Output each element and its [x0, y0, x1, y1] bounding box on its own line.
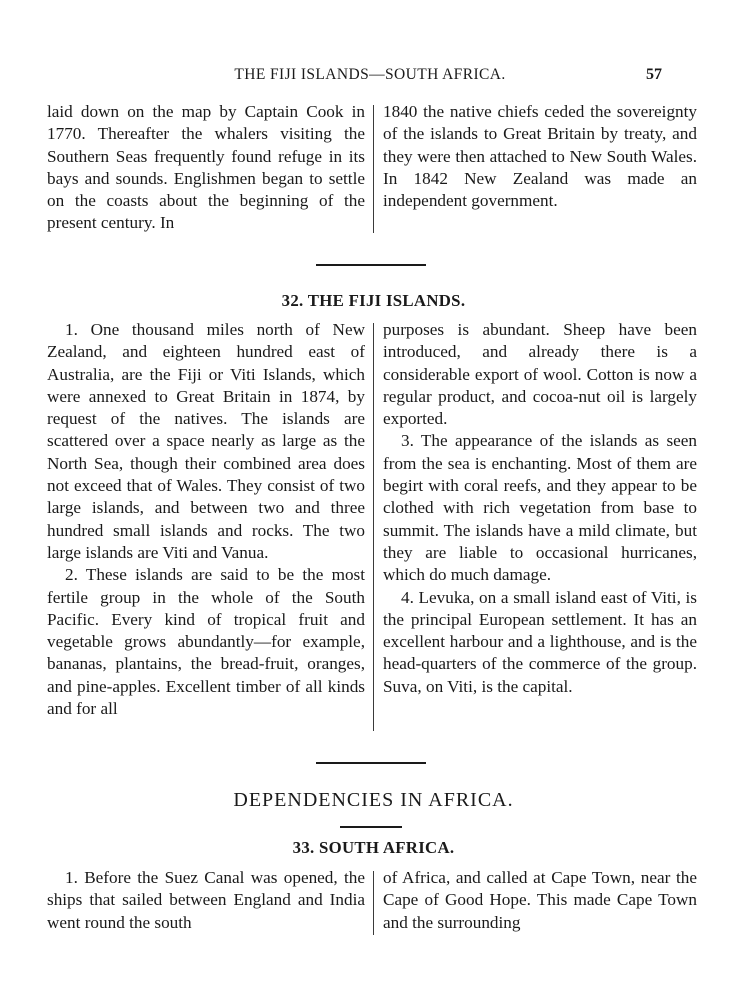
paragraph: 1. Before the Suez Canal was opened, the ships that sailed between England and India went round the south [47, 868, 365, 932]
africa-columns [0, 867, 747, 947]
intro-left-text: laid down on the map by Captain Cook in 1770. Thereafter the whalers visiting the Southern Seas frequently found refuge in its bays and sounds. Englishmen began to settle on the coasts about the beginning of the present century. In [47, 102, 365, 233]
paragraph: 2. These islands are said to be the most fertile group in the whole of the South Pacific. Every kind of tropical fruit and vegetable grows abundantly—for example, bananas, plantains, the bread-fruit, oranges, and pine-apples. Excellent timber of all kinds and for all [47, 565, 365, 719]
intro-columns [0, 101, 747, 241]
fiji-columns [0, 319, 747, 739]
section-rule [316, 264, 426, 266]
fiji-right-column [383, 319, 697, 698]
short-rule [340, 826, 402, 828]
column-divider [373, 105, 374, 233]
africa-right-column [383, 867, 697, 934]
fiji-left-column [47, 319, 365, 720]
intro-right-column [383, 101, 697, 212]
part-title: DEPENDENCIES IN AFRICA. [233, 789, 514, 811]
intro-right-text: 1840 the native chiefs ceded the sovereignty of the islands to Great Britain by treaty, and they were then attached to New South Wales. In 1842 New Zealand was made an independent government. [383, 102, 697, 211]
column-divider [373, 323, 374, 731]
intro-left-column [47, 101, 365, 235]
running-head [0, 66, 747, 86]
paragraph: 4. Levuka, on a small island east of Viti, is the principal European settlement. It has an excellent harbour and a lighthouse, and is the head-quarters of the commerce of the group. Suva, on Viti, is the capital. [383, 587, 697, 696]
running-title: THE FIJI ISLANDS—SOUTH AFRICA. [234, 66, 506, 83]
section-heading-fiji: 32. THE FIJI ISLANDS. [281, 291, 466, 310]
column-divider [373, 871, 374, 935]
paragraph: 3. The appearance of the islands as seen from the sea is enchanting. Most of them are begirt with coral reefs, and they appear to be clothed with rich vegetation from base to summit. The islands have a mild climate, but they are liable to occasional hurricanes, which do much damage. [383, 431, 697, 585]
africa-left-column [47, 867, 365, 934]
page-number: 57 [646, 66, 662, 83]
section-rule [316, 762, 426, 764]
paragraph: of Africa, and called at Cape Town, near the Cape of Good Hope. This made Cape Town and the surrounding [383, 868, 697, 932]
paragraph: 1. One thousand miles north of New Zealand, and eighteen hundred east of Australia, are the Fiji or Viti Islands, which were annexed to Great Britain in 1874, by request of the natives. The islands are scattered over a space nearly as large as the North Sea, though their combined area does not exceed that of Wales. They consist of two large islands, and between two and three hundred small islands and rocks. The two large islands are Viti and Vanua. [47, 320, 365, 562]
paragraph: purposes is abundant. Sheep have been introduced, and already there is a considerable export of wool. Cotton is now a regular product, and cocoa-nut oil is largely exported. [383, 320, 697, 429]
section-heading-south-africa: 33. SOUTH AFRICA. [292, 838, 455, 857]
